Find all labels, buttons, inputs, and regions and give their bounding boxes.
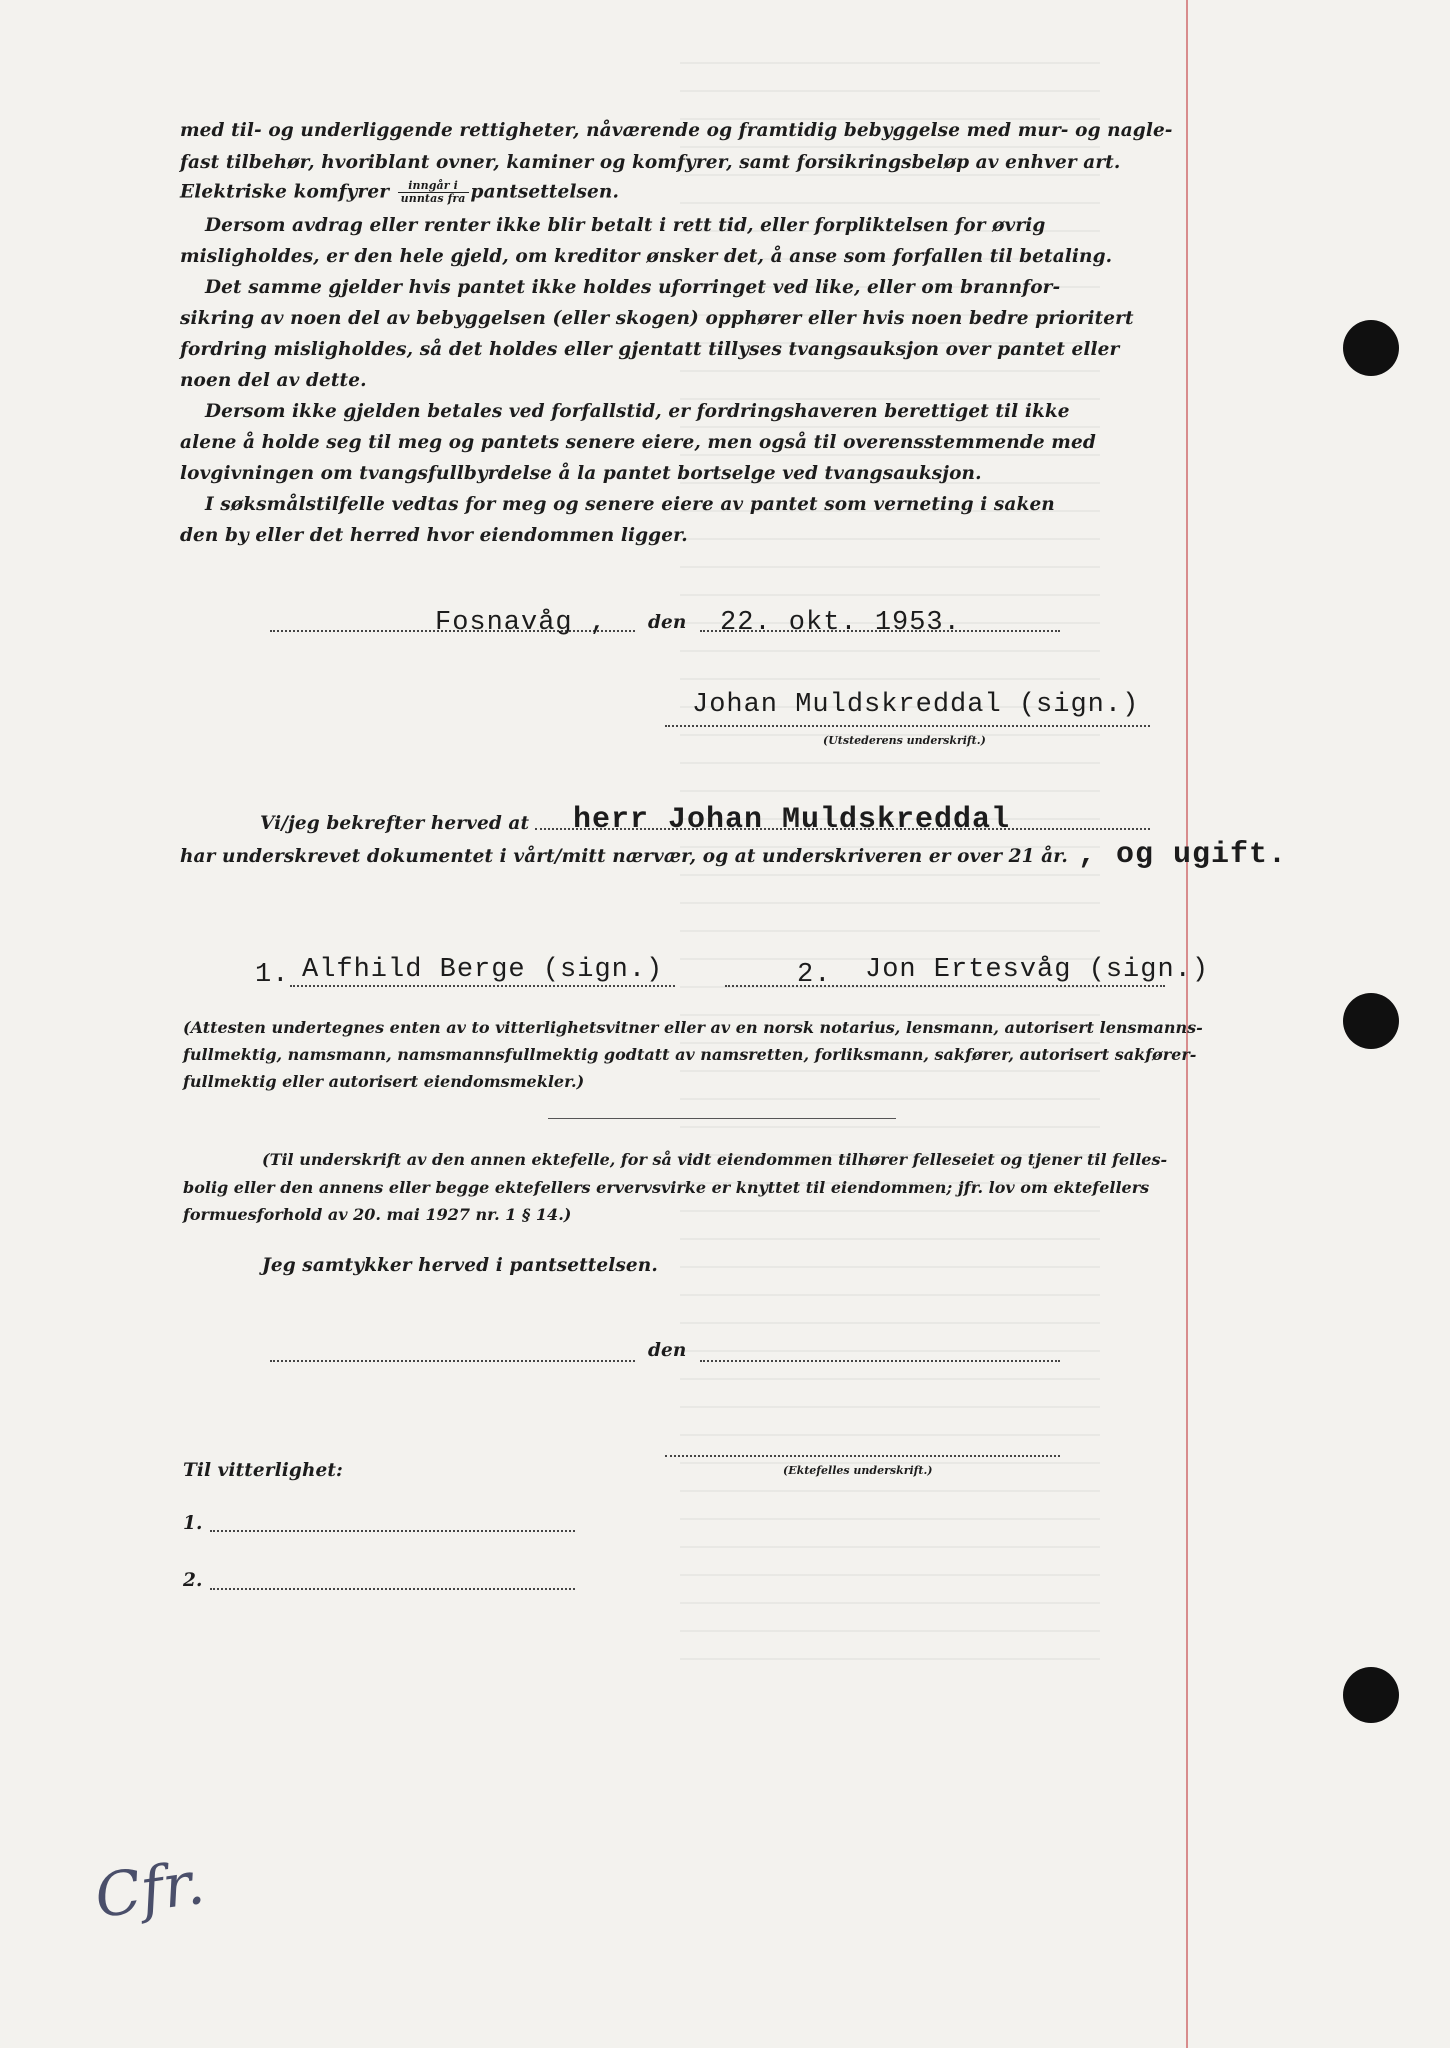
paragraph-line: Dersom avdrag eller renter ikke blir betalt i rett tid, eller forpliktelsen for øvrig xyxy=(205,215,1046,236)
attest-note-line: fullmektig eller autorisert eiendomsmekler.) xyxy=(183,1072,585,1091)
punch-hole-bottom xyxy=(1343,1667,1399,1723)
spouse-signature-line xyxy=(665,1455,1060,1457)
spouse-caption: (Ektefelles underskrift.) xyxy=(783,1464,933,1477)
fraction-bottom: unntas fra xyxy=(400,192,466,205)
consent-date-line xyxy=(700,1360,1060,1362)
punch-hole-middle xyxy=(1343,993,1399,1049)
pantsettelsen-label: pantsettelsen. xyxy=(470,181,620,203)
separator-rule xyxy=(548,1118,896,1119)
consent-text: Jeg samtykker herved i pantsettelsen. xyxy=(262,1255,658,1276)
issuer-signature-line xyxy=(665,725,1150,727)
witness-block-label: Til vitterlighet: xyxy=(183,1460,343,1481)
punch-hole-top xyxy=(1343,320,1399,376)
handwritten-annotation: Cfr. xyxy=(90,1847,209,1933)
paragraph-line: den by eller det herred hvor eiendommen ligger. xyxy=(180,525,688,546)
paragraph-line: med til- og underliggende rettigheter, nåværende og framtidig bebyggelse med mur- og nagle- xyxy=(180,120,1173,141)
place-name: Fosnavåg , xyxy=(435,608,608,638)
consent-den-label: den xyxy=(648,1340,687,1361)
witness-2-number: 2. xyxy=(797,960,832,990)
spouse-note-line: (Til underskrift av den annen ektefelle, for så vidt eiendommen tilhører felleseiet og tjener til felles- xyxy=(262,1150,1168,1169)
attest-note-line: (Attesten undertegnes enten av to vitterlighetsvitner eller av en norsk notarius, lensmann, autorisert lensmanns- xyxy=(183,1018,1203,1037)
witness-1-signature: Alfhild Berge (sign.) xyxy=(302,955,664,985)
paragraph-line: fast tilbehør, hvoriblant ovner, kaminer og komfyrer, samt forsikringsbeløp av enhver art. xyxy=(180,152,1121,173)
paragraph-line xyxy=(180,180,619,205)
witness-block-number-2: 2. xyxy=(183,1570,203,1591)
name-dotted-line xyxy=(535,828,1150,830)
inclusion-fraction xyxy=(398,180,469,205)
witness-block-line-2 xyxy=(210,1588,575,1590)
issuer-signature: Johan Muldskreddal (sign.) xyxy=(692,690,1140,720)
spouse-note-line: formuesforhold av 20. mai 1927 nr. 1 § 14.) xyxy=(183,1205,572,1224)
attest-note-line: fullmektig, namsmann, namsmannsfullmektig godtatt av namsretten, forliksmann, sakfører, autorisert sakfører- xyxy=(183,1045,1197,1064)
paragraph-line: misligholdes, er den hele gjeld, om kreditor ønsker det, å anse som forfallen til betaling. xyxy=(180,246,1113,267)
spouse-note-line: bolig eller den annens eller begge ektefellers ervervsvirke er knyttet til eiendommen; jfr. lov om ektefellers xyxy=(183,1178,1150,1197)
paragraph-line: I søksmålstilfelle vedtas for meg og senere eiere av pantet som verneting i saken xyxy=(205,494,1055,515)
witness-2-line xyxy=(725,985,1165,987)
consent-place-line xyxy=(270,1360,635,1362)
paragraph-line: alene å holde seg til meg og pantets senere eiere, men også til overensstemmende med xyxy=(180,432,1096,453)
paragraph-line: Det samme gjelder hvis pantet ikke holdes uforringet ved like, eller om brannfor- xyxy=(205,277,1061,298)
witness-block-line-1 xyxy=(210,1530,575,1532)
issuer-caption: (Utstederens underskrift.) xyxy=(823,734,986,747)
marital-status: , og ugift. xyxy=(1078,838,1288,872)
witness-block-number-1: 1. xyxy=(183,1513,203,1534)
witness-1-line xyxy=(290,985,675,987)
paragraph-line: fordring misligholdes, så det holdes eller gjentatt tillyses tvangsauksjon over pantet eller xyxy=(180,339,1120,360)
confirmed-person-name: herr Johan Muldskreddal xyxy=(573,803,1011,837)
paragraph-line: Dersom ikke gjelden betales ved forfallstid, er fordringshaveren berettiget til ikke xyxy=(205,401,1070,422)
den-label: den xyxy=(648,612,687,633)
komfyrer-label: Elektriske komfyrer xyxy=(180,181,390,203)
confirmation-prefix: Vi/jeg bekrefter herved at xyxy=(260,813,530,834)
confirmation-line2: har underskrevet dokumentet i vårt/mitt nærvær, og at underskriveren er over 21 år. xyxy=(180,846,1068,867)
date-value: 22. okt. 1953. xyxy=(720,608,961,638)
paragraph-line: lovgivningen om tvangsfullbyrdelse å la pantet bortselge ved tvangsauksjon. xyxy=(180,463,982,484)
witness-2-signature: Jon Ertesvåg (sign.) xyxy=(865,955,1210,985)
paragraph-line: sikring av noen del av bebyggelsen (eller skogen) opphører eller hvis noen bedre prioritert xyxy=(180,308,1134,329)
paragraph-line: noen del av dette. xyxy=(180,370,367,391)
fraction-top: inngår i xyxy=(398,180,469,193)
witness-1-number: 1. xyxy=(255,960,290,990)
